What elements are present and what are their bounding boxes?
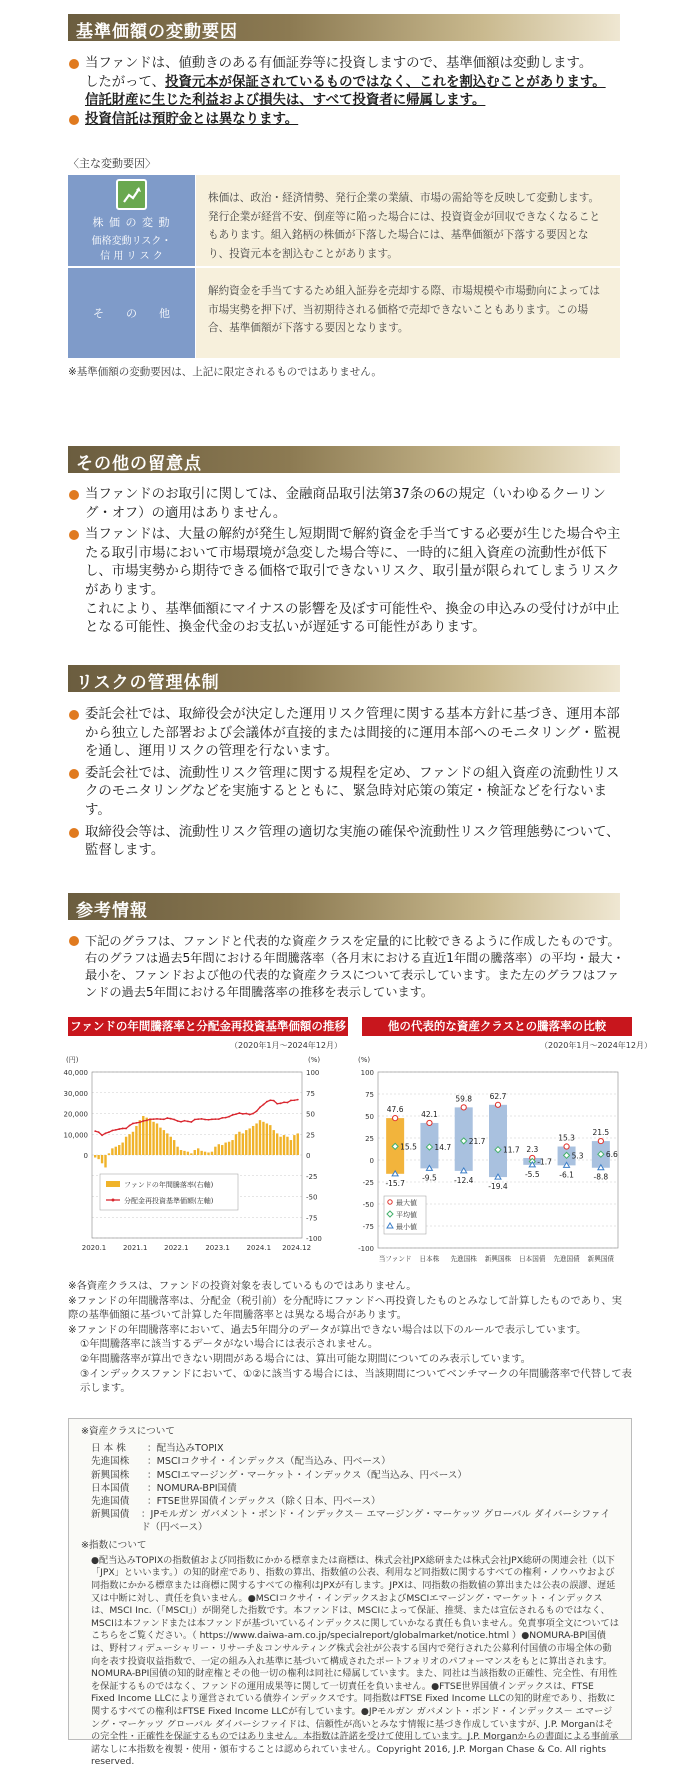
nav-point <box>256 1110 258 1112</box>
avg-label: -1.7 <box>537 1157 552 1167</box>
right-tick-label: -25 <box>306 1172 318 1181</box>
return-bar <box>262 1122 264 1155</box>
y-tick-label: 75 <box>365 1091 374 1099</box>
nav-point <box>136 1122 138 1124</box>
return-bar <box>214 1147 216 1155</box>
bullet-icon <box>69 710 79 720</box>
nav-point <box>235 1113 237 1115</box>
legend-swatch-bar <box>106 1181 120 1187</box>
legend-max-icon <box>388 1200 392 1204</box>
bullet-item: 当ファンドは、値動きのある有価証券等に投資しますので、基準価額は変動します。 <box>68 55 628 74</box>
bullet-icon <box>69 828 79 838</box>
asset-class-index: ：配当込みTOPIX <box>147 1443 224 1455</box>
return-bar <box>118 1145 120 1155</box>
asset-class-name: 日 本 株 <box>91 1443 126 1455</box>
asset-class-row <box>91 1508 619 1534</box>
index-heading: ※指数について <box>81 1539 147 1551</box>
asset-class-index: ：FTSE世界国債インデックス（除く日本、円ベース） <box>147 1496 381 1508</box>
nav-point <box>146 1119 148 1121</box>
x-tick-label: 2022.1 <box>164 1244 189 1252</box>
range-bar <box>489 1105 507 1177</box>
chart1-svg <box>62 1050 352 1270</box>
category-label: 先進国株 <box>450 1255 477 1263</box>
info-box <box>68 1418 632 1768</box>
max-label: 47.6 <box>386 1105 404 1115</box>
bullet-icon <box>69 59 79 69</box>
nav-point <box>218 1118 220 1120</box>
return-bar <box>276 1133 278 1155</box>
nav-point <box>187 1120 189 1122</box>
return-bar <box>190 1153 192 1155</box>
max-label: 15.3 <box>558 1133 575 1143</box>
return-bar <box>245 1130 247 1155</box>
max-label: 42.1 <box>421 1109 438 1119</box>
max-label: 59.8 <box>455 1094 473 1104</box>
nav-point <box>160 1118 162 1120</box>
return-bar <box>104 1155 106 1167</box>
avg-label: 21.7 <box>468 1136 486 1146</box>
y-tick-label: 100 <box>360 1069 374 1077</box>
return-bar <box>279 1137 281 1155</box>
nav-point <box>201 1118 203 1120</box>
return-bar <box>207 1153 209 1155</box>
bullet-cont: これにより、基準価額にマイナスの影響を及ぼす可能性や、換金の申込みの受付けが中止となる可能性、換金代金のお支払いが遅延する可能性があります。 <box>85 601 620 636</box>
return-bar <box>231 1140 233 1155</box>
nav-point <box>101 1134 103 1136</box>
nav-point <box>94 1130 96 1132</box>
bullet-icon <box>69 490 79 500</box>
right-tick-label: -50 <box>306 1193 318 1202</box>
section-header-fluctuation <box>68 14 620 41</box>
avg-label: 11.7 <box>503 1145 520 1155</box>
main-factors-label: 〈主な変動要因〉 <box>68 157 156 170</box>
nav-point <box>184 1120 186 1122</box>
bullet-item: 当ファンドは、大量の解約が発生し短期間で解約資金を手当てする必要が生じた場合や主たる取引市場において市場環境が急変した場合等に、一時的に組入資産の流動性が低下し、市場実勢から期待できる価格で取引できないリスク、取引量が限られてしまうリスクがあります。 <box>68 526 628 600</box>
return-bar <box>135 1126 137 1155</box>
bullet-icon <box>69 769 79 779</box>
return-bar <box>266 1123 268 1155</box>
return-bar <box>283 1135 285 1155</box>
return-bar <box>163 1130 165 1155</box>
avg-label: 5.3 <box>571 1151 584 1161</box>
legend-label: 分配金再投資基準価額(左軸) <box>124 1197 214 1205</box>
return-bar <box>290 1140 292 1155</box>
return-bar <box>180 1150 182 1155</box>
nav-point <box>173 1119 175 1121</box>
nav-point <box>108 1131 110 1133</box>
nav-point <box>156 1118 158 1120</box>
return-bar <box>176 1147 178 1155</box>
return-bar <box>108 1153 110 1155</box>
min-label: -19.4 <box>488 1182 508 1192</box>
note-line: ③インデックスファンドにおいて、①②に該当する場合には、当該期間についてベンチマークの年間騰落率で代替して表示します。 <box>80 1367 632 1395</box>
return-bar <box>132 1132 134 1155</box>
note-line: ※ファンドの年間騰落率において、過去5年間分のデータが算出できない場合は以下のルールで表示しています。 <box>68 1323 587 1336</box>
fluctuation-bullets <box>68 55 628 129</box>
bullet-item: 取締役会等は、流動性リスク管理の適切な実施の確保や流動性リスク管理態勢について、監督します。 <box>68 824 628 861</box>
x-tick-label: 2024.1 <box>246 1244 272 1252</box>
note-line: ①年間騰落率に該当するデータがない場合には表示されません。 <box>80 1338 379 1351</box>
factor-label-other: そ の 他 <box>68 268 195 358</box>
asset-class-heading: ※資産クラスについて <box>81 1426 175 1437</box>
nav-point <box>125 1128 127 1130</box>
nav-point <box>163 1118 165 1120</box>
note-line: ※各資産クラスは、ファンドの投資対象を表しているものではありません。 <box>68 1280 417 1292</box>
return-bar <box>269 1125 271 1155</box>
y-tick-label: 25 <box>365 1135 374 1143</box>
notes-bullets <box>68 486 628 638</box>
nav-point <box>177 1120 179 1122</box>
chart1-period: （2020年1月～2024年12月） <box>230 1041 342 1050</box>
max-marker <box>461 1105 466 1110</box>
y-tick-label: -100 <box>358 1245 374 1253</box>
right-tick-label: 0 <box>306 1152 311 1160</box>
return-bar <box>94 1155 96 1157</box>
chart2-title: 他の代表的な資産クラスとの騰落率の比較 <box>362 1017 632 1036</box>
nav-point <box>269 1099 271 1101</box>
return-bar <box>238 1132 240 1155</box>
right-tick-label: 75 <box>306 1089 315 1098</box>
asset-class-name: 先進国債 <box>91 1496 130 1508</box>
return-bar <box>97 1155 99 1159</box>
y-axis-unit: (%) <box>358 1056 371 1064</box>
nav-point <box>194 1119 196 1121</box>
right-axis-unit: (%) <box>308 1056 321 1064</box>
nav-point <box>276 1103 278 1105</box>
return-bar <box>293 1135 295 1155</box>
fluctuation-footnote: ※基準価額の変動要因は、上記に限定されるものではありません。 <box>68 366 382 378</box>
nav-point <box>273 1100 275 1102</box>
nav-point <box>280 1102 282 1104</box>
bullet-item: 当ファンドのお取引に関しては、金融商品取引法第37条の6の規定（いわゆるクーリング・オフ）の適用はありません。 <box>68 486 628 523</box>
nav-point <box>132 1123 134 1125</box>
nav-point <box>111 1130 113 1132</box>
left-tick-label: 0 <box>83 1152 88 1160</box>
return-bar <box>218 1144 220 1155</box>
category-label: 新興国債 <box>587 1255 615 1263</box>
factor-text-other: 解約資金を手当てするため組入証券を売却する際、市場規模や市場動向によっては市場実勢を押下げ、当初期待される価格で売却できないこともあります。この場合、基準価額が下落する要因となります。 <box>196 268 620 358</box>
return-bar <box>187 1152 189 1155</box>
category-label: 日本株 <box>419 1255 440 1263</box>
max-marker <box>427 1120 432 1125</box>
return-bar <box>146 1118 148 1155</box>
nav-point <box>166 1117 168 1119</box>
nav-point <box>249 1114 251 1116</box>
x-tick-label: 2023.1 <box>205 1244 230 1252</box>
nav-point <box>283 1101 285 1103</box>
nav-point <box>266 1101 268 1103</box>
return-bar <box>111 1148 113 1155</box>
return-bar <box>128 1134 130 1155</box>
y-tick-label: 50 <box>365 1113 374 1121</box>
nav-point <box>239 1112 241 1114</box>
section-header-risk <box>68 665 620 692</box>
nav-point <box>153 1118 155 1120</box>
factor-label-stock: 株 価 の 変 動 価格変動リスク・ 信 用 リ ス ク <box>68 175 195 266</box>
return-bar <box>252 1126 254 1155</box>
nav-point <box>290 1100 292 1102</box>
section-title: その他の留意点 <box>76 454 202 474</box>
nav-point <box>225 1117 227 1119</box>
bullet-icon <box>69 115 79 125</box>
legend-label: 平均値 <box>396 1211 417 1219</box>
nav-point <box>259 1106 261 1108</box>
return-bar <box>286 1137 288 1155</box>
chart2-svg <box>350 1050 630 1280</box>
asset-class-name: 新興国債 <box>91 1509 130 1521</box>
right-tick-label: 25 <box>306 1131 315 1140</box>
return-bar <box>197 1148 199 1155</box>
min-label: -15.7 <box>385 1178 405 1188</box>
section-title: リスクの管理体制 <box>76 673 220 693</box>
chart2-period: （2020年1月～2024年12月） <box>540 1041 652 1050</box>
return-bar <box>173 1140 175 1155</box>
asset-class-list <box>81 1442 619 1534</box>
return-bar <box>211 1152 213 1155</box>
asset-class-index: ：JPモルガン ガバメント・ボンド・インデックス－ エマージング・マーケッツ グローバル ダイバーシファイド（円ベース） <box>140 1509 611 1534</box>
nav-point <box>118 1128 120 1130</box>
nav-point <box>287 1102 289 1104</box>
nav-point <box>228 1116 230 1118</box>
bullet-item: 下記のグラフは、ファンドと代表的な資産クラスを定量的に比較できるように作成したものです。右のグラフは過去5年間における年間騰落率（各月末における直近1年間の騰落率）の平均・最大・最小を、ファンドおよび他の代表的な資産クラスについて表示しています。また左のグラフはファンドの過去5年間における年間騰落率の推移を表示しています。 <box>68 933 628 1001</box>
return-bar <box>249 1128 251 1155</box>
nav-point <box>190 1121 192 1123</box>
asset-class-name: 先進国株 <box>91 1456 130 1468</box>
nav-point <box>293 1099 295 1101</box>
return-bar <box>200 1151 202 1155</box>
max-label: 62.7 <box>489 1091 507 1101</box>
y-tick-label: -25 <box>362 1179 374 1187</box>
asset-class-name: 日本国債 <box>91 1482 130 1494</box>
chart-notes <box>68 1279 632 1396</box>
bullet-cont: したがって、投資元本が保証されているものではなく、これを割込むことがあります。 <box>85 74 606 90</box>
nav-point <box>208 1119 210 1121</box>
max-marker <box>495 1102 500 1107</box>
section-title: 参考情報 <box>76 901 148 921</box>
return-bar <box>149 1118 151 1155</box>
right-tick-label: 50 <box>306 1110 315 1119</box>
right-tick-label: -75 <box>306 1214 318 1223</box>
bullet-item: 委託会社では、取締役会が決定した運用リスク管理に関する基本方針に基づき、運用本部から独立した部署および会議体が直接的または間接的に運用本部へのモニタリング・監視を通し、運用リスクの管理を行ないます。 <box>68 706 628 762</box>
asset-class-name: 新興国株 <box>91 1469 130 1481</box>
return-bar <box>297 1133 299 1155</box>
return-bar <box>166 1133 168 1155</box>
nav-point <box>139 1121 141 1123</box>
return-bar <box>221 1145 223 1155</box>
asset-class-index: ：MSCIエマージング・マーケット・インデックス（配当込み、円ベース） <box>147 1469 468 1481</box>
nav-point <box>214 1118 216 1120</box>
note-line: ※ファンドの年間騰落率は、分配金（税引前）を分配時にファンドへ再投資したものとみなして計算したものであり、実際の基準価額に基づいて計算した年間騰落率とは異なる場合があります。 <box>68 1294 622 1322</box>
legend-label: ファンドの年間騰落率(右軸) <box>124 1181 214 1189</box>
bullet-cont: 信託財産に生じた利益および損失は、すべて投資者に帰属します。 <box>85 93 486 109</box>
nav-point <box>129 1125 131 1127</box>
nav-point <box>122 1128 124 1130</box>
right-tick-label: 100 <box>306 1069 320 1077</box>
asset-class-row <box>91 1495 619 1508</box>
x-tick-label: 2020.1 <box>81 1244 107 1252</box>
nav-point <box>297 1099 299 1101</box>
avg-label: 15.5 <box>400 1142 417 1152</box>
min-label: -12.4 <box>454 1175 474 1185</box>
return-bar <box>273 1130 275 1155</box>
max-marker <box>393 1116 398 1121</box>
legend-label: 最大値 <box>396 1199 417 1207</box>
avg-label: 14.7 <box>434 1143 452 1153</box>
section-title: 基準価額の変動要因 <box>76 22 238 42</box>
return-bar <box>115 1147 117 1155</box>
bullet-item: 委託会社では、流動性リスク管理に関する規程を定め、ファンドの組入資産の流動性リスクのモニタリングなどを実施するとともに、緊急時対応策の策定・検証などを行ないます。 <box>68 765 628 821</box>
nav-point <box>149 1118 151 1120</box>
category-label: 新興国株 <box>484 1255 512 1263</box>
asset-class-row <box>91 1442 619 1455</box>
nav-point <box>105 1132 107 1134</box>
return-bar <box>121 1143 123 1155</box>
asset-class-index: ：NOMURA-BPI国債 <box>147 1482 237 1494</box>
max-marker <box>564 1144 569 1149</box>
nav-point <box>170 1118 172 1120</box>
category-label: 当ファンド <box>378 1255 412 1263</box>
return-bar <box>183 1151 185 1155</box>
left-tick-label: 40,000 <box>63 1069 88 1077</box>
risk-bullets <box>68 706 628 861</box>
left-tick-label: 10,000 <box>63 1131 88 1140</box>
return-bar <box>170 1137 172 1155</box>
nav-point <box>252 1113 254 1115</box>
return-bar <box>255 1123 257 1155</box>
max-label: 21.5 <box>592 1128 610 1138</box>
nav-point <box>211 1118 213 1120</box>
note-line: ②年間騰落率が算出できない期間がある場合には、算出可能な期間についてのみ表示しています。 <box>80 1352 531 1365</box>
nav-point <box>180 1121 182 1123</box>
nav-point <box>263 1104 265 1106</box>
left-tick-label: 30,000 <box>63 1089 88 1098</box>
bullet-icon <box>69 936 79 946</box>
min-label: -5.5 <box>524 1169 540 1179</box>
return-bar <box>224 1143 226 1155</box>
nav-point <box>115 1129 117 1131</box>
x-tick-label: 2024.12 <box>282 1244 312 1252</box>
return-bar <box>242 1133 244 1155</box>
return-bar <box>259 1120 261 1155</box>
bullet-item: 投資信託は預貯金とは異なります。 <box>68 111 628 130</box>
left-tick-label: 20,000 <box>63 1110 88 1119</box>
left-axis-unit: (円) <box>66 1056 79 1064</box>
return-bar <box>152 1122 154 1155</box>
return-bar <box>125 1137 127 1155</box>
nav-point <box>221 1117 223 1119</box>
bullet-icon <box>69 530 79 540</box>
nav-point <box>98 1131 100 1133</box>
section-header-reference <box>68 893 620 920</box>
asset-class-row <box>91 1455 619 1468</box>
min-label: -9.5 <box>422 1173 437 1183</box>
index-body: ●配当込みTOPIXの指数値および同指数にかかる標章または商標は、株式会社JPX総研または株式会社JPX総研の関連会社（以下「JPX」といいます。）の知的財産であり、指数の算出、指数値の公表、利用など同指数に関するすべての権利・ノウハウおよび同指数にかかる標章または商標に関するすべての権利はJPXが有します。JPXは、同指数の指数値の算出または公表の誤謬、遅延又は中断に対し、責任を負いません。●MSCIコクサイ・インデックスおよびMSCIエマージング・マーケット・インデックスは、MSCI Inc.（「MSCI」）が開発した指数です。本ファンドは、MSCIによって保証、推奨、または宣伝されるものではなく、MSCIは本ファンドまたは本ファンドが基づいているインデックスに関していかなる責任も負いません。免責事項全文についてはこちらをご覧ください。（ https://www.daiwa-am.co.jp/specialreport/globalmarket/notice.html ）●NOMURA-BPI国債は、野村フィデューシャリー・リサーチ＆コンサルティング株式会社が公表する国内で発行された公募利付国債の市場全体の動向を表す投資収益指数で、一定の組み入れ基準に基づいて構成されたポートフォリオのパフォーマンスをもとに算出されます。NOMURA-BPI国債の知的財産権とその他一切の権利は同社に帰属しています。また、同社は当該指数の正確性、完全性、有用性を保証するものではなく、ファンドの運用成果等に関して一切責任を負いません。●FTSE世界国債インデックスは、FTSE Fixed Income LLCにより運営されている債券インデックスです。同指数はFTSE Fixed Income LLCの知的財産であり、指数に関するすべての権利はFTSE Fixed Income LLCが有しています。●JPモルガン ガバメント・ボンド・インデックス－ エマージング・マーケッツ グローバル ダイバーシファイドは、信頼性が高いとみなす情報に基づき作成していますが、J.P. Morganはその完全性・正確性を保証するものではありません。本指数は許諾を受けて使用しています。J.P. Morganからの書面による事前承諾なしに本指数を複製・使用・頒布することは認められていません。Copyright 2016, J.P. Morgan Chase & Co. All rights reserved. <box>91 1554 619 1768</box>
category-label: 日本国債 <box>519 1255 546 1263</box>
return-bar <box>139 1120 141 1155</box>
min-label: -6.1 <box>559 1170 574 1180</box>
y-tick-label: 0 <box>369 1157 374 1165</box>
legend-label: 最小値 <box>396 1223 417 1231</box>
y-tick-label: -50 <box>362 1201 374 1209</box>
return-bar <box>228 1142 230 1155</box>
nav-point <box>197 1118 199 1120</box>
asset-class-row <box>91 1469 619 1482</box>
factor-text-stock: 株価は、政治・経済情勢、発行企業の業績、市場の需給等を反映して変動します。発行企業が経営不安、倒産等に陥った場合には、投資資金が回収できなくなることもあります。組入銘柄の株価が下落した場合には、基準価額が下落する要因となり、投資元本を割込むことがあります。 <box>196 175 620 266</box>
reference-intro <box>68 933 628 1001</box>
return-bar <box>159 1128 161 1155</box>
avg-label: 6.6 <box>605 1150 618 1160</box>
nav-point <box>204 1119 206 1121</box>
nav-point <box>232 1114 234 1116</box>
return-bar <box>235 1134 237 1155</box>
min-label: -8.8 <box>593 1172 609 1182</box>
nav-point <box>245 1113 247 1115</box>
y-tick-label: -75 <box>362 1223 374 1231</box>
chart-up-icon <box>116 179 147 210</box>
return-bar <box>101 1155 103 1163</box>
return-bar <box>204 1152 206 1155</box>
return-bar <box>194 1150 196 1155</box>
section-header-notes <box>68 446 620 473</box>
nav-point <box>242 1113 244 1115</box>
x-tick-label: 2021.1 <box>122 1244 148 1252</box>
max-label: 2.3 <box>526 1144 539 1154</box>
right-tick-label: -100 <box>306 1235 322 1243</box>
return-bar <box>156 1123 158 1155</box>
asset-class-index: ：MSCIコクサイ・インデックス（配当込み、円ベース） <box>147 1456 391 1468</box>
legend-swatch-point <box>112 1199 115 1202</box>
chart1-title: ファンドの年間騰落率と分配金再投資基準価額の推移 <box>68 1017 348 1036</box>
asset-class-row <box>91 1482 619 1495</box>
max-marker <box>598 1138 603 1143</box>
category-label: 先進国債 <box>553 1255 580 1263</box>
nav-point <box>142 1120 144 1122</box>
